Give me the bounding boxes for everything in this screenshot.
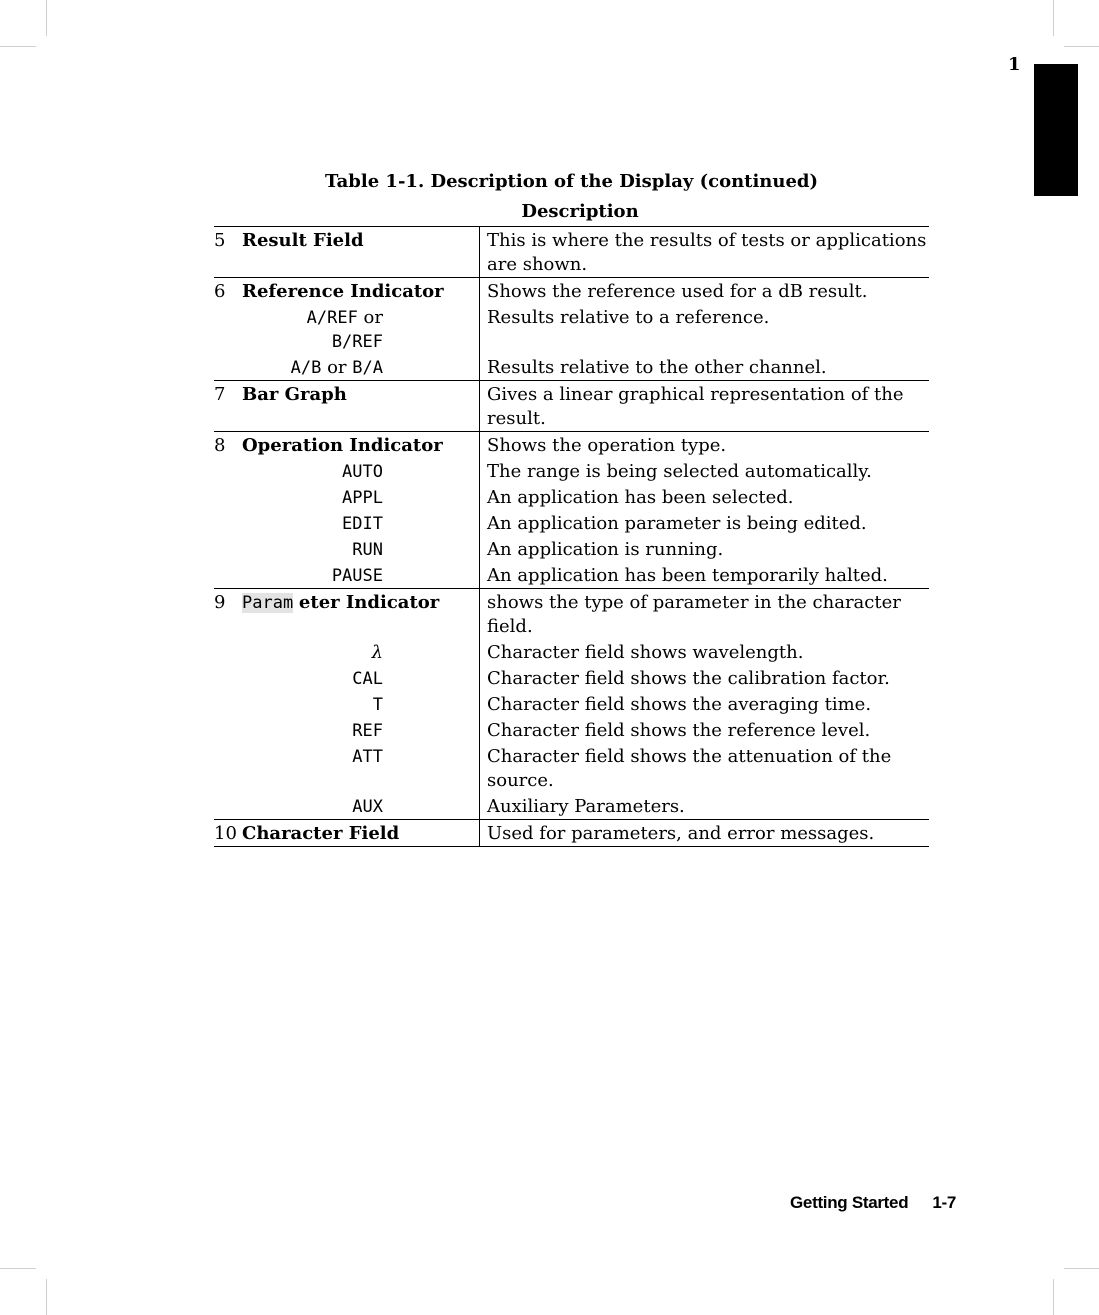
description-text: Auxiliary Parameters.: [487, 796, 685, 817]
item-label: Character Field: [242, 823, 400, 844]
description-text: Gives a linear graphical representation of the result.: [487, 384, 904, 429]
table-line: [214, 639, 929, 665]
chapter-tab: [1034, 64, 1078, 196]
description-text: The range is being selected automatically.: [487, 461, 872, 482]
description-text: Shows the operation type.: [487, 435, 727, 456]
description-text: An application is running.: [487, 539, 724, 560]
table-line: [214, 589, 929, 639]
table-row: [214, 820, 929, 847]
table-line: [214, 354, 929, 380]
crop-mark: [1064, 46, 1099, 47]
table-line: [214, 562, 929, 588]
description-text: shows the type of parameter in the character field.: [487, 592, 901, 637]
table-line: [214, 458, 929, 484]
item-cell: [214, 589, 479, 615]
sub-code-cell: [214, 304, 479, 354]
crop-mark: [46, 1279, 47, 1315]
description-text: An application has been temporarily halted.: [487, 565, 888, 586]
description-text: Shows the reference used for a dB result.: [487, 281, 868, 302]
code-value: PAUSE: [331, 566, 383, 586]
description-column-header: Description: [521, 201, 639, 222]
table-line: [214, 743, 929, 793]
code-value: T: [372, 695, 383, 715]
sub-code-cell: [214, 562, 479, 588]
item-number: 10: [214, 823, 237, 844]
description-text: Character field shows the calibration factor.: [487, 668, 890, 689]
display-description-table: [214, 226, 929, 847]
table-line: [214, 536, 929, 562]
item-cell: [214, 820, 479, 846]
table-row: [214, 432, 929, 589]
description-text: An application has been selected.: [487, 487, 794, 508]
item-label: Reference Indicator: [242, 281, 444, 302]
description-text: Character field shows the averaging time.: [487, 694, 872, 715]
crop-mark: [0, 46, 36, 47]
table-row: [214, 381, 929, 432]
table-line: [214, 665, 929, 691]
item-number: 5: [214, 230, 226, 251]
code-value: REF: [352, 721, 383, 741]
description-text: Used for parameters, and error messages.: [487, 823, 875, 844]
table-line: [214, 717, 929, 743]
item-cell: [214, 432, 479, 458]
code-joiner: or: [327, 357, 347, 378]
table-row: [214, 278, 929, 381]
highlighted-label-part: Param: [242, 593, 294, 613]
lambda-symbol: λ: [371, 642, 383, 663]
code-value: ATT: [352, 747, 383, 767]
table-line: [214, 793, 929, 819]
sub-code-cell: [214, 717, 479, 743]
sub-code-cell: [214, 354, 479, 380]
code-value: EDIT: [342, 514, 383, 534]
code-value: CAL: [352, 669, 383, 689]
item-number: 9: [214, 592, 226, 613]
table-line: [214, 304, 929, 354]
table-row: [214, 227, 929, 278]
sub-code-cell: [214, 458, 479, 484]
code-value: APPL: [342, 488, 383, 508]
code-value: A/REF: [306, 308, 358, 328]
sub-code-cell: [214, 691, 479, 717]
description-text: This is where the results of tests or applications are shown.: [487, 230, 927, 275]
crop-mark: [46, 0, 47, 36]
table-line: [214, 432, 929, 458]
item-number: 7: [214, 384, 226, 405]
code-value: AUX: [352, 797, 383, 817]
sub-code-cell: [214, 639, 479, 665]
item-number: 6: [214, 281, 226, 302]
table-line: [214, 484, 929, 510]
footer-section-title: Getting Started: [790, 1193, 909, 1212]
sub-code-cell: [214, 510, 479, 536]
table-line: [214, 381, 929, 431]
table-line: [214, 691, 929, 717]
item-cell: [214, 381, 479, 407]
page-number: 1-7: [932, 1193, 956, 1212]
item-number: 8: [214, 435, 226, 456]
crop-mark: [1053, 0, 1054, 36]
description-text: Results relative to the other channel.: [487, 357, 827, 378]
table-title: Table 1-1. Description of the Display (continued): [324, 171, 819, 192]
crop-mark: [0, 1268, 36, 1269]
chapter-number: 1: [1008, 54, 1021, 75]
table-line: [214, 820, 929, 846]
description-text: Character field shows the reference level.: [487, 720, 871, 741]
sub-code-cell: [214, 484, 479, 510]
crop-mark: [1064, 1268, 1099, 1269]
item-cell: [214, 227, 479, 253]
description-text: Results relative to a reference.: [487, 307, 770, 328]
item-label: Operation Indicator: [242, 435, 443, 456]
item-label: Result Field: [242, 230, 364, 251]
item-label: eter Indicator: [298, 592, 440, 613]
description-text: An application parameter is being edited.: [487, 513, 867, 534]
table-line: [214, 510, 929, 536]
sub-code-cell: [214, 743, 479, 769]
description-text: Character field shows the attenuation of the source.: [487, 746, 892, 791]
crop-mark: [1053, 1279, 1054, 1315]
code-value: RUN: [352, 540, 383, 560]
code-value: B/A: [352, 358, 383, 378]
item-cell: [214, 278, 479, 304]
code-value: B/REF: [331, 332, 383, 352]
sub-code-cell: [214, 665, 479, 691]
code-joiner: or: [363, 307, 383, 328]
table-line: [214, 227, 929, 277]
code-value: AUTO: [342, 462, 383, 482]
description-text: Character field shows wavelength.: [487, 642, 804, 663]
sub-code-cell: [214, 536, 479, 562]
sub-code-cell: [214, 793, 479, 819]
table-line: [214, 278, 929, 304]
table-row: [214, 589, 929, 820]
page-footer: [790, 1193, 956, 1213]
code-value: A/B: [290, 358, 322, 378]
item-label: Bar Graph: [242, 384, 347, 405]
